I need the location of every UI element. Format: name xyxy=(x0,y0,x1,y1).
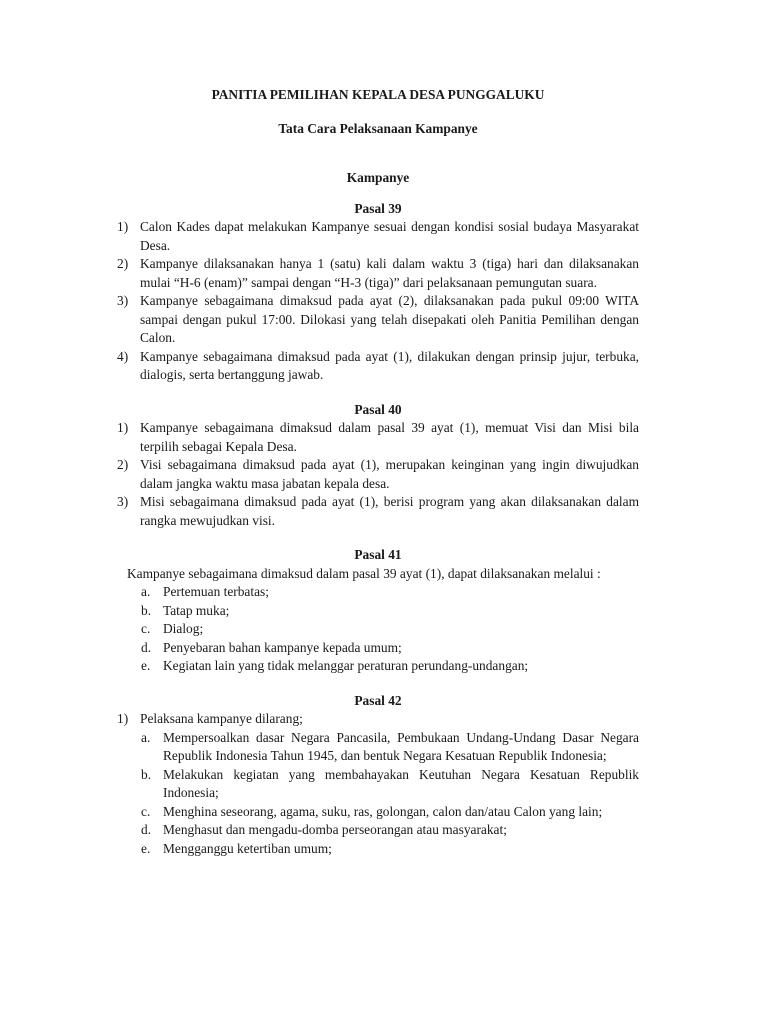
item-letter: d. xyxy=(141,822,152,837)
item-number: 1) xyxy=(117,219,129,234)
list-item xyxy=(117,583,639,602)
list-item xyxy=(117,766,639,803)
list-item xyxy=(117,803,639,822)
item-letter: b. xyxy=(141,766,152,782)
item-text: Kampanye dilaksanakan hanya 1 (satu) kali dalam waktu 3 (tiga) hari dan dilaksanakan mulai “H-6 (enam)” sampai dengan “H-3 (tiga)” dari pelaksanaan pemungutan suara. xyxy=(140,256,639,290)
item-text: Mempersoalkan dasar Negara Pancasila, Pembukaan Undang-Undang Dasar Negara Republik Indonesia Tahun 1945, dan bentuk Negara Kesatuan Republik Indonesia; xyxy=(163,729,639,763)
item-text: Mengganggu ketertiban umum; xyxy=(163,840,332,856)
item-letter: e. xyxy=(141,840,151,856)
item-letter: a. xyxy=(141,584,151,599)
item-letter: d. xyxy=(141,639,152,655)
item-letter: e. xyxy=(141,658,151,673)
pasal-40-heading: Pasal 40 xyxy=(354,401,402,417)
item-number: 2) xyxy=(117,457,129,472)
pasal-41-heading: Pasal 41 xyxy=(354,547,402,562)
item-text: Menghina seseorang, agama, suku, ras, golongan, calon dan/atau Calon yang lain; xyxy=(163,803,603,819)
list-item xyxy=(117,840,639,859)
list-item xyxy=(117,710,639,729)
document-body xyxy=(117,86,639,858)
list-item xyxy=(117,348,639,385)
list-item xyxy=(117,419,639,456)
item-text: Kampanye sebagaimana dimaksud pada ayat (1), dilakukan dengan prinsip jujur, terbuka, dialogis, serta bertanggung jawab. xyxy=(140,348,639,382)
section-heading: Kampanye xyxy=(346,170,410,185)
pasal-41-intro: Kampanye sebagaimana dimaksud dalam pasal 39 ayat (1), dapat dilaksanakan melalui : xyxy=(127,565,601,581)
item-letter: a. xyxy=(141,729,151,745)
item-text: Dialog; xyxy=(163,621,204,636)
item-number: 3) xyxy=(117,293,129,308)
item-number: 2) xyxy=(117,256,129,271)
item-text: Kampanye sebagaimana dimaksud pada ayat (2), dilaksanakan pada pukul 09:00 WITA sampai dengan pukul 17:00. Dilokasi yang telah disepakati oleh Panitia Pemilihan dengan Calon. xyxy=(140,293,639,345)
item-text: Tatap muka; xyxy=(163,602,230,618)
item-text: Menghasut dan mengadu-domba perseorangan atau masyarakat; xyxy=(163,822,507,837)
item-letter: c. xyxy=(141,803,151,819)
list-item xyxy=(117,657,639,676)
list-item xyxy=(117,620,639,639)
list-item xyxy=(117,729,639,766)
item-text: Penyebaran bahan kampanye kepada umum; xyxy=(163,639,402,655)
document-subtitle: Tata Cara Pelaksanaan Kampanye xyxy=(278,120,478,136)
item-letter: c. xyxy=(141,621,151,636)
item-text: Pelaksana kampanye dilarang; xyxy=(140,711,303,726)
item-letter: b. xyxy=(141,602,152,618)
list-item xyxy=(117,218,639,255)
item-text: Misi sebagaimana dimaksud pada ayat (1), berisi program yang akan dilaksanakan dalam rangka mewujudkan visi. xyxy=(140,494,639,528)
document-title: PANITIA PEMILIHAN KEPALA DESA PUNGGALUKU xyxy=(211,87,545,102)
list-item xyxy=(117,292,639,348)
item-text: Kegiatan lain yang tidak melanggar peraturan perundang-undangan; xyxy=(163,658,529,673)
item-text: Visi sebagaimana dimaksud pada ayat (1), merupakan keinginan yang ingin diwujudkan dalam jangka waktu masa jabatan kepala desa. xyxy=(140,457,639,491)
item-text: Melakukan kegiatan yang membahayakan Keutuhan Negara Kesatuan Republik Indonesia; xyxy=(163,766,639,800)
list-item xyxy=(117,255,639,292)
item-text: Pertemuan terbatas; xyxy=(163,584,269,599)
list-item xyxy=(117,821,639,840)
item-number: 3) xyxy=(117,494,129,509)
list-item xyxy=(117,493,639,530)
list-item xyxy=(117,639,639,658)
item-text: Kampanye sebagaimana dimaksud dalam pasal 39 ayat (1), memuat Visi dan Misi bila terpilih sebagai Kepala Desa. xyxy=(140,420,639,454)
list-item xyxy=(117,602,639,621)
item-number: 1) xyxy=(117,420,129,435)
item-number: 1) xyxy=(117,711,129,726)
pasal-39-heading: Pasal 39 xyxy=(354,200,402,216)
list-item xyxy=(117,456,639,493)
pasal-42-heading: Pasal 42 xyxy=(354,692,402,708)
item-number: 4) xyxy=(117,348,129,364)
item-text: Calon Kades dapat melakukan Kampanye sesuai dengan kondisi sosial budaya Masyarakat Desa. xyxy=(140,219,639,253)
